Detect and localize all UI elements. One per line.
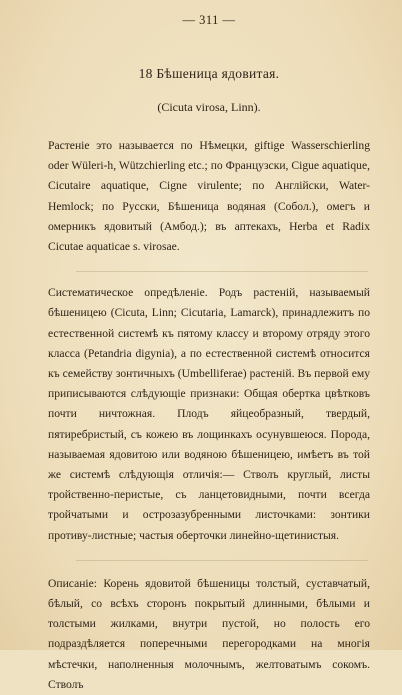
latin-name-subtitle: (Cicuta virosa, Linn). [157, 100, 261, 114]
section-divider [76, 560, 368, 561]
section-title: 18 Бѣшеница ядовитая. [138, 66, 280, 81]
paragraph-systematics: Систематическое опредѣленіе. Родъ растеній, называемый бѣшеницею (Cicuta, Linn; Cicutaria, Lamarck), принадлежитъ по естественной системѣ къ пятому классу и второму отряду этого класса (Petandria digynia), а по естественной системѣ относится къ семейству зонтичныхъ (Umbelliferae) растеній. Въ первой ему приписываются слѣдующіе признаки: Общая обертка цвѣтковъ почти ничтожная. Плодъ яйцеобразный, твердый, пятиребристый, съ кожею въ лощинкахъ осунувшеюся. Порода, называемая ядовитою или водяною бѣшеницею, имѣетъ въ той же системѣ слѣдующія отличія:— Стволъ круглый, листы тройственно-перистые, съ ланцетовидными, почти всегда тройчатыми и острозазубренными листочками: зонтики противу-листные; частыя оберточки линейно-щетинистыя. [48, 286, 370, 542]
paragraph-names: Растеніе это называется по Нѣмецки, giftige Wasserschierling oder Wüleri-h, Wützchierling etc.; по Французски, Cigue aquatique, Cicutaire aquatique, Cigne virulente; по Англійски, Water-Hemlock; по Русски, Бѣшеница водяная (Собол.), омегъ и омерникъ ядовитый (Амбод.); въ аптекахъ, Herba et Radix Cicutae aquaticae s. virosae. [48, 139, 370, 254]
paragraph-description: Описаніе: Корень ядовитой бѣшеницы толстый, суставчатый, бѣлый, со всѣхъ сторонъ покрытый длинными, бѣлыми и толстыми жилками, внутри пустой, но полость его подраздѣляется поперечными перегородками на многія мѣстечки, наполненныя молочнымъ, желтоватымъ сокомъ. Стволъ [48, 576, 370, 691]
page-number-header: — 311 — [182, 13, 236, 27]
section-divider [76, 271, 368, 272]
